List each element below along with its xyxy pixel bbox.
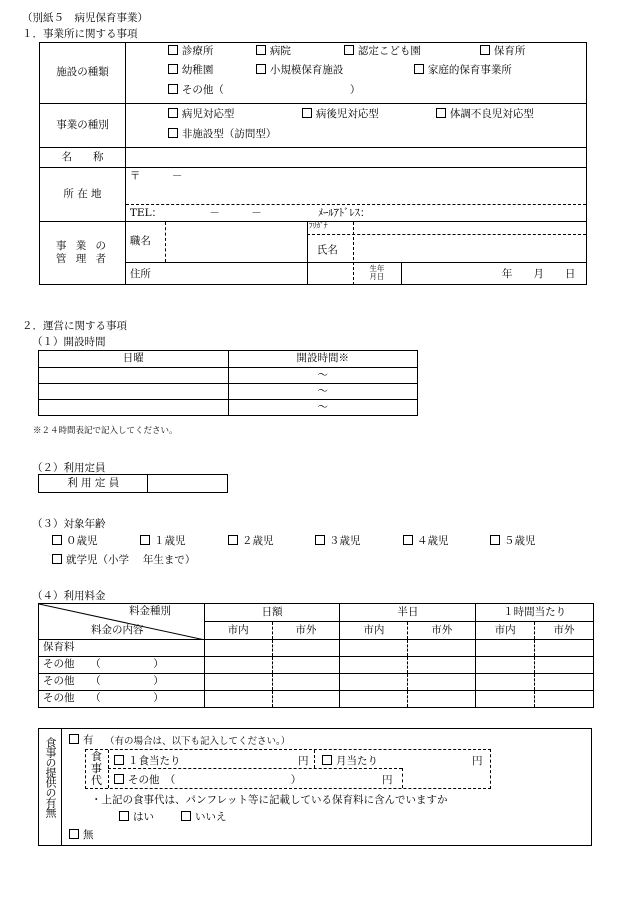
fee-cell[interactable] — [272, 674, 340, 691]
fee-cell[interactable] — [204, 691, 272, 708]
checkbox-kindergarten[interactable]: 幼稚園 — [168, 64, 214, 77]
checkbox-meal-no[interactable]: 無 — [69, 827, 94, 842]
checkbox-age-2[interactable]: ２歳児 — [228, 533, 274, 548]
residence-label: 住所 — [129, 268, 151, 280]
section1-title: １．事業所に関する事項 — [22, 28, 138, 40]
yen-unit: 円 — [298, 755, 309, 767]
checkbox-per-meal[interactable]: １食当たり — [114, 753, 181, 768]
fee-title: （４）利用料金 — [32, 590, 106, 602]
city-in: 市内 — [204, 622, 272, 640]
fee-content-label: 料金の内容 — [91, 624, 144, 636]
business-type-label: 事業の種別 — [40, 104, 126, 148]
fee-col-halfday: 半日 — [340, 604, 476, 622]
fee-cell[interactable] — [204, 657, 272, 674]
hours-cell[interactable]: ～ — [228, 368, 418, 384]
checkbox-sick-child[interactable]: 病児対応型 — [168, 108, 235, 121]
manager-label: 事 業 の 管 理 者 — [40, 222, 126, 285]
hours-title: （１）開設時間 — [32, 336, 106, 348]
hours-table — [38, 350, 418, 416]
checkbox-certified-center[interactable]: 認定こども園 — [344, 45, 421, 58]
fee-cell[interactable] — [408, 691, 476, 708]
fee-row-label: その他 （ ） — [39, 657, 205, 674]
fee-cell[interactable] — [272, 640, 340, 657]
manager-block — [125, 222, 586, 285]
position-label: 職名 — [129, 235, 151, 247]
name-label: 名 称 — [40, 148, 126, 168]
city-in: 市内 — [340, 622, 408, 640]
weekday-cell[interactable] — [39, 368, 229, 384]
fee-cell[interactable] — [340, 674, 408, 691]
checkbox-meal-other[interactable]: その他 （ ） — [114, 772, 301, 787]
fee-cell[interactable] — [408, 657, 476, 674]
facility-type-options — [125, 43, 586, 104]
checkbox-recovering-child[interactable]: 病後児対応型 — [302, 108, 379, 121]
fullname-label: 氏名 — [316, 244, 338, 256]
address-label: 所 在 地 — [40, 168, 126, 222]
birthdate-label: 生年月日 — [369, 264, 385, 282]
fee-col-hourly: １時間当たり — [476, 604, 594, 622]
fee-cell[interactable] — [408, 640, 476, 657]
checkbox-included-no[interactable]: いいえ — [181, 809, 227, 824]
meal-cost-label: 食事代 — [91, 750, 102, 787]
meal-yes-note: （有の場合は、以下も記入してください。） — [105, 736, 291, 747]
meal-box — [38, 728, 592, 846]
section2-title: ２．運営に関する事項 — [22, 320, 127, 332]
checkbox-meal-yes[interactable]: 有 — [69, 732, 94, 747]
fee-table — [38, 603, 594, 708]
checkbox-age-0[interactable]: ０歳児 — [52, 533, 98, 548]
capacity-title: （２）利用定員 — [32, 462, 106, 474]
furigana-label: ﾌﾘｶﾞﾅ — [308, 221, 328, 230]
checkbox-nursery[interactable]: 保育所 — [480, 45, 526, 58]
checkbox-age-4[interactable]: ４歳児 — [403, 533, 449, 548]
fee-cell[interactable] — [476, 674, 535, 691]
fee-cell[interactable] — [476, 640, 535, 657]
checkbox-age-3[interactable]: ３歳児 — [315, 533, 361, 548]
city-in: 市内 — [476, 622, 535, 640]
facility-type-label: 施設の種類 — [40, 43, 126, 104]
weekday-cell[interactable] — [39, 400, 229, 416]
capacity-field[interactable] — [148, 475, 228, 493]
hours-header: 開設時間※ — [228, 351, 418, 368]
yen-unit: 円 — [382, 774, 393, 786]
checkbox-hospital[interactable]: 病院 — [256, 45, 291, 58]
fee-cell[interactable] — [340, 691, 408, 708]
fee-row-label: その他 （ ） — [39, 691, 205, 708]
fee-row-label: 保育料 — [39, 640, 205, 657]
meal-inclusion-question: ・上記の食事代は、パンフレット等に記載している保育料に含んでいますか — [91, 794, 448, 806]
fee-cell[interactable] — [535, 691, 594, 708]
fee-cell[interactable] — [204, 640, 272, 657]
hours-cell[interactable]: ～ — [228, 384, 418, 400]
capacity-label: 利 用 定 員 — [39, 475, 148, 493]
city-out: 市外 — [535, 622, 594, 640]
checkbox-home-care[interactable]: 家庭的保育事業所 — [414, 64, 512, 77]
checkbox-unwell-child[interactable]: 体調不良児対応型 — [436, 108, 534, 121]
weekday-header: 日曜 — [39, 351, 229, 368]
city-out: 市外 — [408, 622, 476, 640]
fee-cell[interactable] — [272, 691, 340, 708]
city-out: 市外 — [272, 622, 340, 640]
capacity-table — [38, 474, 228, 493]
fee-cell[interactable] — [408, 674, 476, 691]
business-type-options — [125, 104, 586, 148]
fee-cell[interactable] — [340, 657, 408, 674]
checkbox-small-facility[interactable]: 小規模保育施設 — [256, 64, 344, 77]
meal-provision-label: 食事の提供の有無 — [44, 737, 57, 817]
checkbox-school-age[interactable]: 就学児（小学 年生まで） — [52, 552, 195, 567]
checkbox-per-month[interactable]: 月当たり — [322, 753, 378, 768]
tel-label: TEL： － － — [129, 207, 262, 219]
establishment-table — [39, 42, 587, 285]
fee-cell[interactable] — [535, 674, 594, 691]
weekday-cell[interactable] — [39, 384, 229, 400]
fee-cell[interactable] — [204, 674, 272, 691]
checkbox-included-yes[interactable]: はい — [119, 809, 154, 824]
hours-cell[interactable]: ～ — [228, 400, 418, 416]
email-label: ﾒｰﾙｱﾄﾞﾚｽ： — [317, 207, 371, 219]
age-title: （３）対象年齢 — [32, 518, 106, 530]
fee-cell[interactable] — [535, 657, 594, 674]
checkbox-visiting-type[interactable]: 非施設型（訪問型） — [168, 128, 277, 141]
page-header: （別紙５ 病児保育事業） — [22, 12, 148, 24]
name-field[interactable] — [125, 148, 586, 168]
fee-row-label: その他 （ ） — [39, 674, 205, 691]
fee-cell[interactable] — [340, 640, 408, 657]
checkbox-age-5[interactable]: ５歳児 — [490, 533, 536, 548]
fee-cell[interactable] — [476, 657, 535, 674]
fee-cell[interactable] — [535, 640, 594, 657]
yen-unit: 円 — [472, 755, 483, 767]
fee-type-label: 料金種別 — [129, 605, 171, 617]
meal-cost-box — [85, 749, 491, 789]
hours-note: ※２４時間表記で記入してください。 — [33, 426, 178, 436]
fee-cell[interactable] — [476, 691, 535, 708]
fee-col-daily: 日額 — [204, 604, 340, 622]
fee-cell[interactable] — [272, 657, 340, 674]
postal-code-label: 〒 － — [129, 170, 183, 182]
checkbox-clinic[interactable]: 診療所 — [168, 45, 214, 58]
birthdate-value: 年 月 日 — [501, 268, 576, 280]
fee-diagonal-header — [39, 604, 205, 640]
checkbox-facility-other[interactable]: その他（ ） — [168, 84, 361, 97]
address-field[interactable] — [125, 168, 586, 222]
checkbox-age-1[interactable]: １歳児 — [140, 533, 186, 548]
